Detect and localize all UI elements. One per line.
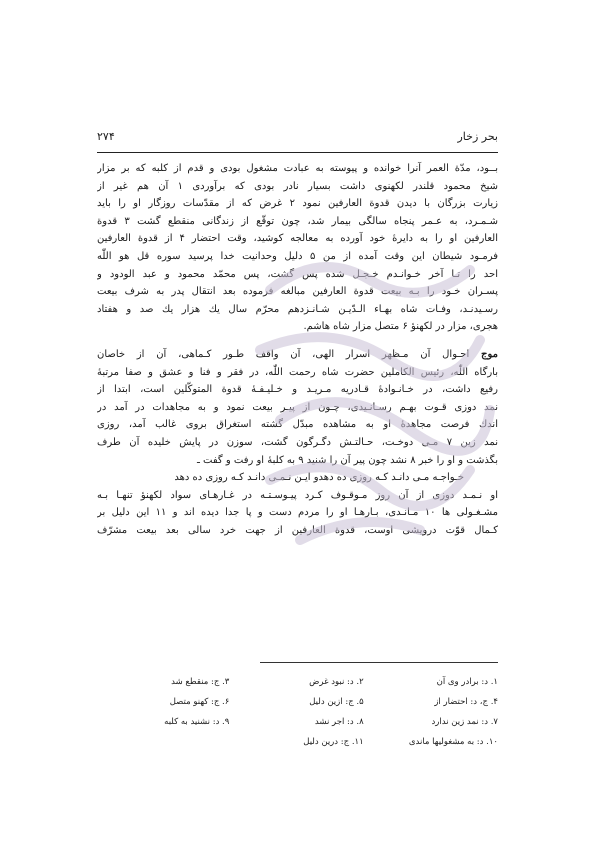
text-line: فرمـود شیطان این وقت آمده از من ۵ دلیل وحدانیت خدا پرسید سوره قل هو اللّٰه <box>97 250 498 262</box>
footnote-row <box>97 732 498 752</box>
text-line: هجری، مزار در لکهنؤ ۶ متصل مزار شاه هاشم. <box>303 321 498 333</box>
text-line: رفیع داشت، در خـانـوادۀ قـادریه مـریـد و خـلیـفـۀ قدوة المتوکّلین است، ابتدا از <box>97 384 498 396</box>
footnote-row <box>97 692 498 712</box>
main-text <box>97 160 498 539</box>
text-line: احد را تـا آخر خـوانـدم خـجـل شده پس گشت، پس محمّد محمود و عبد الودود و <box>97 268 498 280</box>
footnote: ۱۱. ج: درین دلیل <box>303 737 364 747</box>
footnote: ۹. د: نشنید به کلبه <box>164 717 230 727</box>
text-line: پسـران خـود را بـه بیعت قدوة العارفین مبالغه فرموده بعد انتقال پدر به شرف بیعت <box>97 286 498 298</box>
text-line: مشـغـولی ها ۱۰ مـانـدی، بـارهـا او را مردم دست و پا جدا دیده اند و ۱۱ این دلیل بر <box>97 507 498 519</box>
text-line: شیخ محمود قلندر لکهنوی داشت بسیار نادر بودی که برآوردی ۱ آن هم غیر از <box>97 180 498 192</box>
header-rule <box>97 152 498 153</box>
running-title: بحر زخار <box>457 130 498 143</box>
text-line: نمد دوزی قـوت بهـم رسـانـیدی، چـون از پیـر بیعت نمود و به مجاهدات در آمد در <box>97 401 498 413</box>
text-line: بــود، مدّة العمر آنرا خوانده و پیوسته به عبادت مشغول بودی و قدم از کلبه که بر مزار <box>97 163 498 174</box>
footnote-rule <box>260 662 498 663</box>
footnote: ۶. ج: کهنو متصل <box>169 697 230 707</box>
footnote: ۱۰. د: به مشغولیها ماندی <box>408 737 498 747</box>
text-line: العارفین او را به دایرۀ خود آورده به معالجه کوشید، وقت احتضار ۴ از قدوة العارفین <box>97 233 498 245</box>
section-heading: موج <box>481 348 498 360</box>
section-first-line <box>97 346 498 364</box>
text-line: بگذشت و او را خبر ۸ نشد چون پیر آن را شنید ۹ به کلبهٔ او رفت و گفت ـ <box>196 454 498 466</box>
verse-hemistich-left: و ایـن نـمـی دانـد کـه روزی ده دهد <box>174 472 319 484</box>
text-line: زیارت بزرگان با دیدن قدوة العارفین نمود ۲ غرض که از مقدّسات روزگار او را باید <box>97 198 498 210</box>
text-line: نمد زین ۷ مـی دوخـت، حـالتـش دگـرگون گشت، سوزن در پایش خلیده آن طرف <box>97 436 498 448</box>
footnote-row <box>97 672 498 692</box>
text-line: رسـیدنـد، وفـات شاه بهـاء الـدّیـن شـانـزدهم محرّم سال یك هزار یك صد و هفتاد <box>97 303 498 315</box>
verse-couplet <box>97 469 498 487</box>
text-line: او نـمـد دوزی از آن روز مـوقـوف کـرد پیـوسـتـه در غـارهـای سواد لکهنؤ تنهـا بـه <box>97 489 498 501</box>
footnote-row <box>97 712 498 732</box>
footnote: ۲. د: نبود غرض <box>309 677 364 687</box>
footnote: ۸. د: اجر نشد <box>314 717 364 727</box>
text-line: کـمال قوّت درویشی اوست، قدوة العارفین از جهت خرد سالی بعد بیعت مشرّف <box>97 524 498 536</box>
text-line: بارگاه اللّٰه، رئیس الکاملین حضرت شاه رحمت اللّٰه، در فقر و فنا و عشق و صفا مرتبهٔ <box>97 366 498 378</box>
text-line: احـوال آن مـظهر اسرار الهی، آن واقف طـور کـماهی، آن از خاصان <box>97 348 470 360</box>
footnotes <box>97 672 498 752</box>
running-header <box>97 130 498 148</box>
footnote: ۱. د: برادر وی آن <box>436 677 498 687</box>
footnote <box>97 732 229 752</box>
page-number: ۲۷۴ <box>97 130 115 143</box>
text-line: اندك فرصت مجاهدۀ او به مشاهده مبدّل گشته استغراق بروی غالب آمد، روزی <box>97 419 498 431</box>
paragraph-gap <box>97 336 498 346</box>
text-line: شـمـرد، به عـمر پنجاه سالگی بیمار شد، چون توقّع از زندگانی منقطع گشت ۳ قدوة <box>97 215 498 227</box>
footnote: ۵. ج: ازین دلیل <box>309 697 364 707</box>
footnote: ۴. ج، د: احتضار از <box>434 697 498 707</box>
footnote: ۳. ج: منقطع شد <box>171 677 230 687</box>
verse-hemistich-right: خـواجـه مـی دانـد کـه روزی ده دهد <box>318 472 464 484</box>
footnote: ۷. د: نمد زین ندارد <box>431 717 498 727</box>
